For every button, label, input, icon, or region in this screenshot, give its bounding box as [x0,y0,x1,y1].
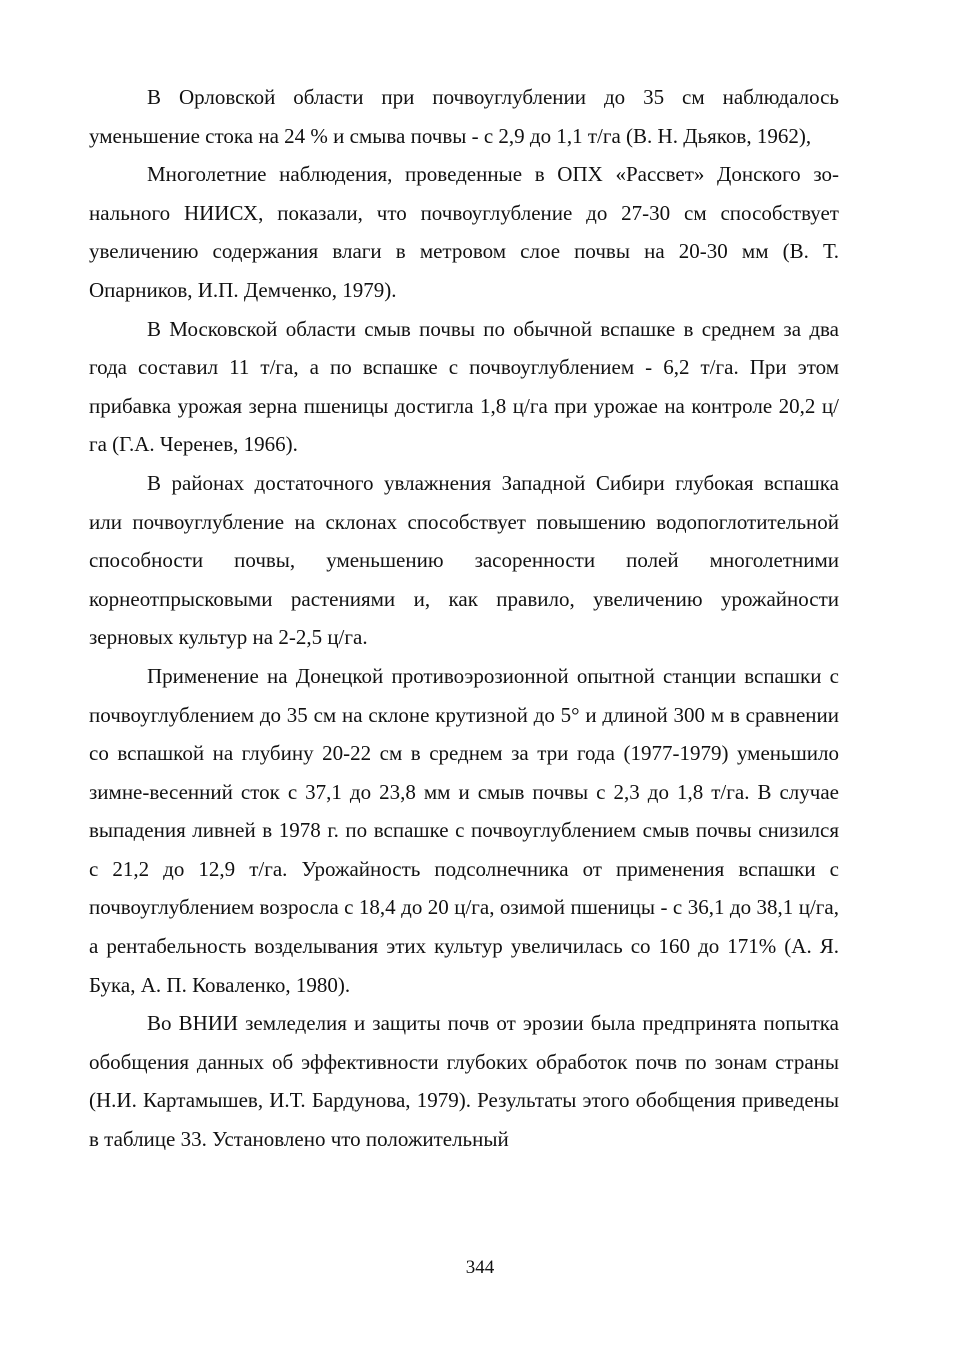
paragraph-vnii-summary: Во ВНИИ земледелия и защиты почв от эрозии была предпринята попытка обобщения данных об эффективности глубоких обработок почв по зонам страны (Н.И. Картамышев, И.Т. Бардунова, 1979). Результаты этого обобщения приведены в таблице 33. Установлено что положительный [89,1011,839,1152]
body-text [89,78,839,1159]
paragraph-rassvet-observations: Многолетние наблюдения, проведенные в ОПХ «Рассвет» Донского зонального НИИСХ, показали, что почвоуглубление до 27-30 см способствует увеличению содержания влаги в метровом слое почвы на 20-30 мм (В. Т. Опарников, И.П. Демченко, 1979). [89,162,839,302]
paragraph-donetsk-station: Применение на Донецкой противоэрозионной опытной станции вспашки с почвоуглублением до 35 см на склоне крутизной до 5° и длиной 300 м в сравнении со вспашкой на глубину 20-22 см в среднем за три года (1977-1979) уменьшило зимне-весенний сток с 37,1 до 23,8 мм и смыв почвы с 2,3 до 1,8 т/га. В случае выпадения ливней в 1978 г. по вспашке с почвоуглублением смыв почвы снизился с 21,2 до 12,9 т/га. Урожайность подсолнечника от применения вспашки с почвоуглублением возросла с 18,4 до 20 ц/га, озимой пшеницы - с 36,1 до 38,1 ц/га, а рентабельность возделывания этих культур увеличилась со 160 до 171% (А. Я. Бука, А. П. Коваленко, 1980). [89,663,839,997]
paragraph-moscow-region: В Московской области смыв почвы по обычной вспашке в среднем за два года составил 11 т/га, а по вспашке с почвоуглублением - 6,2 т/га. При этом прибавка урожая зерна пшеницы достигла 1,8 ц/га при урожае на контроле 20,2 ц/га (Г.А. Черенев, 1966). [89,316,839,457]
paragraph-western-siberia: В районах достаточного увлажнения Западной Сибири глубокая вспашка или почвоуглубление на склонах способствует повышению водопоглотительной способности почвы, уменьшению засоренности полей многолетними корнеотпрысковыми растениями и, как правило, увеличению урожайности зерновых культур на 2-2,5 ц/га. [89,470,839,650]
page-number: 344 [465,1257,495,1278]
paragraph-orel-region: В Орловской области при почвоуглублении до 35 см наблюдалось уменьшение стока на 24 % и смыва почвы - с 2,9 до 1,1 т/га (В. Н. Дьяков, 1962), [89,85,839,148]
